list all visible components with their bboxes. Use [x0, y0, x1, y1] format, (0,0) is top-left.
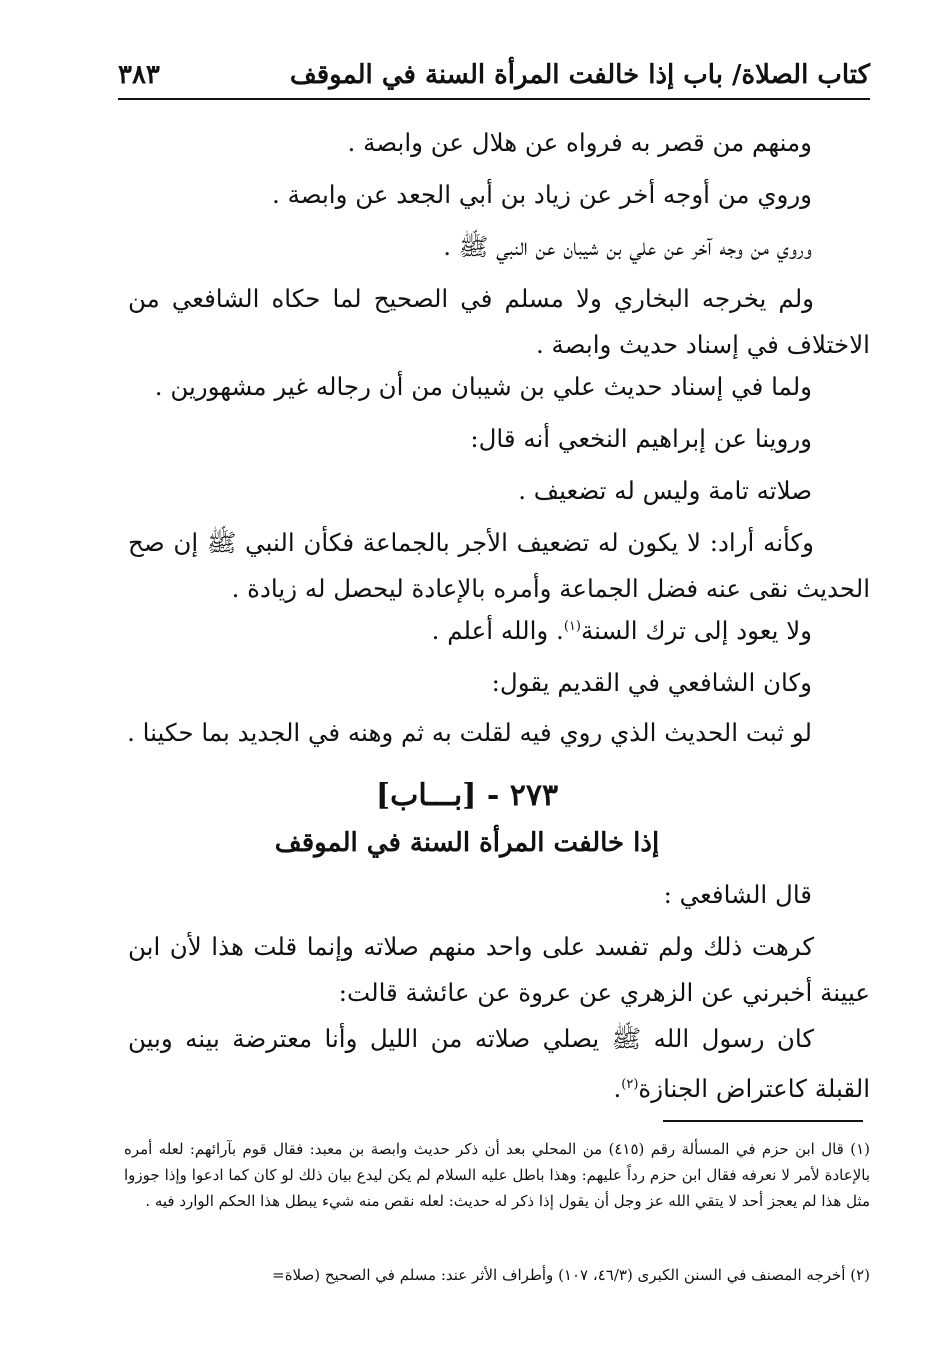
- paragraph-text: ولا يعود إلى ترك السنة: [580, 616, 812, 645]
- header-title: كتاب الصلاة/ باب إذا خالفت المرأة السنة في الموقف: [289, 60, 870, 90]
- paragraph-text: . والله أعلم .: [431, 616, 564, 645]
- paragraph: [128, 276, 870, 368]
- paragraph-text: .: [613, 1074, 622, 1104]
- footnote-2: [124, 1262, 870, 1288]
- paragraph: [128, 924, 870, 1016]
- footnote-marker: (١): [563, 618, 581, 634]
- footnote-number: (٢): [850, 1266, 870, 1284]
- footnote-1: [124, 1136, 870, 1214]
- paragraph: [128, 1016, 870, 1112]
- paragraph-text: وكأنه أراد: لا يكون له تضعيف الأجر بالجماعة فكأن النبي ﷺ إن صح الحديث نقى عنه فضل الجماعة وأمره بالإعادة ليحصل له زيادة .: [128, 528, 870, 603]
- paragraph-text: كرهت ذلك ولم تفسد على واحد منهم صلاته وإنما قلت هذا لأن ابن عيينة أخبرني عن الزهري عن عروة عن عائشة قالت:: [128, 932, 870, 1007]
- running-header: [118, 52, 870, 100]
- paragraph-text: ولم يخرجه البخاري ولا مسلم في الصحيح لما حكاه الشافعي من الاختلاف في إسناد حديث وابصة .: [128, 284, 870, 359]
- paragraph: وروينا عن إبراهيم النخعي أنه قال:: [470, 424, 812, 453]
- footnote-text: قال ابن حزم في المسألة رقم (٤١٥) من المحلي بعد أن ذكر حديث وابصة بن معبد: فقال قوم بآرائهم: لعله أمره بالإعادة لأمر لا نعرفه فقال ابن حزم رداً عليهم: وهذا باطل عليه السلام لم يكن ليدع بيان ذلك لو كان كما ادعوا وإذا جوزوا مثل هذا لم يعجز أحد لا يتقي الله عز وجل أن يقول إذا ذكر له حديث: لعله نقص منه شيء يبطل هذا الحكم الوارد فيه .: [124, 1140, 870, 1210]
- paragraph: قال الشافعي :: [663, 880, 812, 909]
- footnote-number: (١): [850, 1140, 870, 1158]
- paragraph: وروي من أوجه أخر عن زياد بن أبي الجعد عن وابصة .: [272, 180, 812, 209]
- footnote-text: أخرجه المصنف في السنن الكبرى (٤٦/٣، ١٠٧) وأطراف الأثر عند: مسلم في الصحيح (صلاة=: [272, 1266, 846, 1284]
- footnote-divider: [663, 1120, 863, 1122]
- paragraph: [128, 520, 870, 612]
- footnote-marker: (٢): [621, 1077, 639, 1092]
- paragraph: [128, 616, 812, 645]
- paragraph: وروي من وجه آخر عن علي بن شيبان عن النبي ﷺ .: [443, 232, 812, 261]
- paragraph-text: كان رسول الله ﷺ يصلي صلاته من الليل وأنا معترضة بينه وبين القبلة كاعتراض الجنازة: [128, 1024, 870, 1104]
- page-number: ٣٨٣: [118, 60, 160, 90]
- paragraph: وكان الشافعي في القديم يقول:: [491, 668, 812, 697]
- paragraph: لو ثبت الحديث الذي روي فيه لقلت به ثم وهنه في الجديد بما حكينا .: [127, 718, 812, 747]
- chapter-title: إذا خالفت المرأة السنة في الموقف: [274, 828, 660, 858]
- paragraph: ولما في إسناد حديث علي بن شيبان من أن رجاله غير مشهورين .: [154, 372, 812, 401]
- chapter-number: ٢٧٣ - [بـــاب]: [375, 778, 559, 813]
- paragraph: ومنهم من قصر به فرواه عن هلال عن وابصة .: [347, 128, 812, 157]
- paragraph: صلاته تامة وليس له تضعيف .: [518, 476, 812, 505]
